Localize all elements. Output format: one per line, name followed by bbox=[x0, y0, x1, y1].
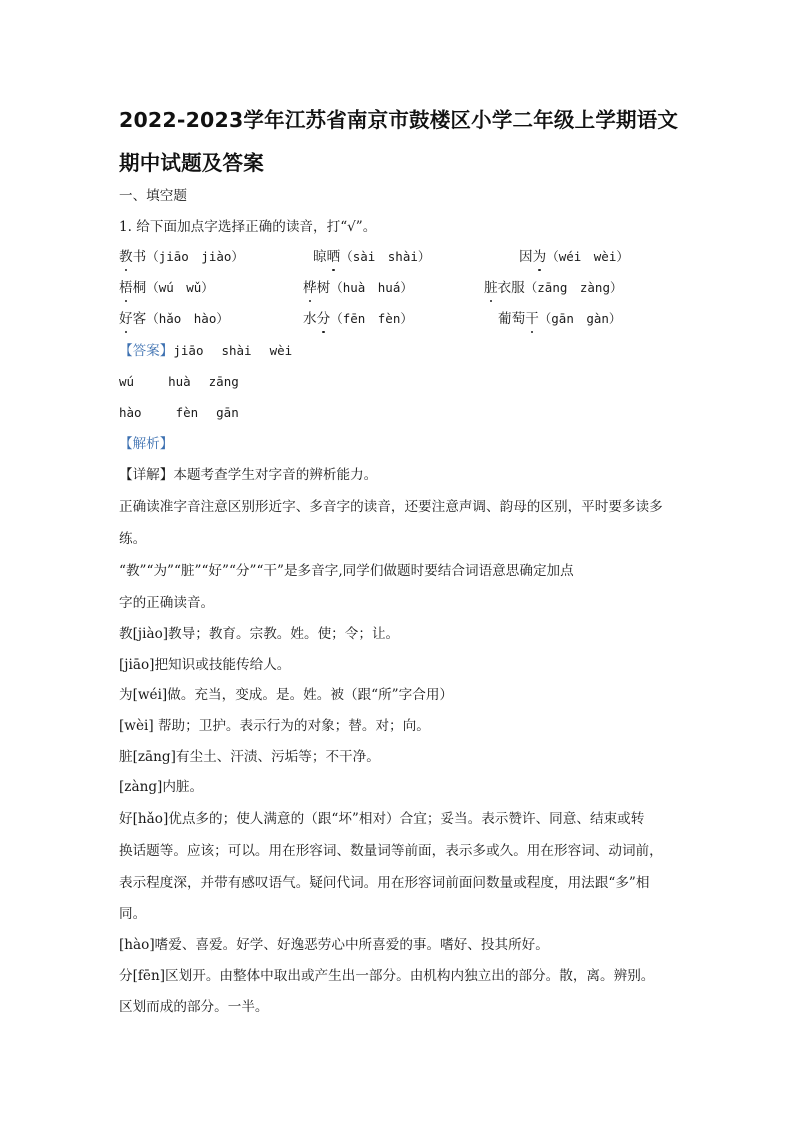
paragraph-line: 教[jiào]教导；教育。宗教。姓。使；令；让。 bbox=[119, 626, 400, 642]
section-heading: 一、填空题 bbox=[119, 188, 187, 204]
question-item: 晾晒（sài shài） bbox=[313, 249, 431, 265]
answer-line-3: hào fèn gān bbox=[119, 405, 239, 420]
paragraph-line: 换话题等。应该；可以。用在形容词、数量词等前面，表示多或久。用在形容词、动词前， bbox=[119, 843, 663, 859]
document-title-line-2: 期中试题及答案 bbox=[119, 151, 264, 175]
paragraph-line: [wèi] 帮助；卫护。表示行为的对象；替。对；向。 bbox=[119, 718, 430, 734]
paragraph-line: [jiāo]把知识或技能传给人。 bbox=[119, 657, 291, 673]
question-item: 因为（wéi wèi） bbox=[519, 249, 629, 265]
dotted-char: 桦 bbox=[303, 280, 317, 296]
paragraph-line: [zàng]内脏。 bbox=[119, 779, 204, 795]
dotted-char: 教 bbox=[119, 249, 133, 265]
paragraph-line: 为[wéi]做。充当，变成。是。姓。被（跟“所”字合用） bbox=[119, 687, 454, 703]
question-item: 葡萄干（gān gàn） bbox=[498, 311, 622, 327]
paragraph-line: “教”“为”“脏”“好”“分”“干”是多音字,同学们做题时要结合词语意思确定加点 bbox=[119, 563, 574, 579]
dotted-char: 分 bbox=[316, 311, 331, 327]
analysis-tag: 【解析】 bbox=[119, 436, 174, 452]
paragraph-line: 分[fēn]区划开。由整体中取出或产生出一部分。由机构内独立出的部分。散，离。辨别。 bbox=[119, 968, 655, 984]
question-item: 脏衣服（zāng zàng） bbox=[484, 280, 623, 296]
dotted-char: 好 bbox=[119, 311, 133, 327]
answer-line-1: 【答案】jiāo shài wèi bbox=[119, 343, 293, 359]
detail-line: 【详解】本题考查学生对字音的辨析能力。 bbox=[119, 467, 378, 483]
answer-line-2: wú huà zāng bbox=[119, 374, 239, 389]
dotted-char: 脏 bbox=[484, 280, 498, 296]
question-item: 好客（hǎo hào） bbox=[119, 311, 229, 327]
question-prompt: 1. 给下面加点字选择正确的读音，打“√”。 bbox=[119, 219, 377, 235]
question-item: 教书（jiāo jiào） bbox=[119, 249, 244, 265]
paragraph-line: 区划而成的部分。一半。 bbox=[119, 999, 269, 1015]
paragraph-line: 正确读准字音注意区别形近字、多音字的读音，还要注意声调、韵母的区别，平时要多读多 bbox=[119, 499, 663, 515]
question-item: 水分（fēn fèn） bbox=[303, 311, 413, 327]
document-title-line-1: 2022-2023学年江苏省南京市鼓楼区小学二年级上学期语文 bbox=[119, 108, 679, 132]
paragraph-line: 好[hǎo]优点多的；使人满意的（跟“坏”相对）合宜；妥当。表示赞许、同意、结束或转 bbox=[119, 811, 645, 827]
question-item: 桦树（huà huá） bbox=[303, 280, 413, 296]
paragraph-line: 表示程度深，并带有感叹语气。疑问代词。用在形容词前面问数量或程度，用法跟“多”相 bbox=[119, 875, 650, 891]
question-item: 梧桐（wú wǔ） bbox=[119, 280, 214, 296]
dotted-char: 为 bbox=[532, 249, 547, 265]
detail-tag: 【详解】 bbox=[119, 467, 174, 483]
paragraph-line: 字的正确读音。 bbox=[119, 595, 215, 611]
dotted-char: 晒 bbox=[326, 249, 341, 265]
paragraph-line: 同。 bbox=[119, 906, 147, 922]
paragraph-line: [hào]嗜爱、喜爱。好学、好逸恶劳心中所喜爱的事。嗜好、投其所好。 bbox=[119, 937, 549, 953]
dotted-char: 干 bbox=[525, 311, 539, 327]
answer-tag: 【答案】 bbox=[119, 343, 174, 359]
paragraph-line: 脏[zāng]有尘土、汗渍、污垢等；不干净。 bbox=[119, 749, 380, 765]
dotted-char: 梧 bbox=[119, 280, 133, 296]
paragraph-line: 练。 bbox=[119, 531, 147, 547]
